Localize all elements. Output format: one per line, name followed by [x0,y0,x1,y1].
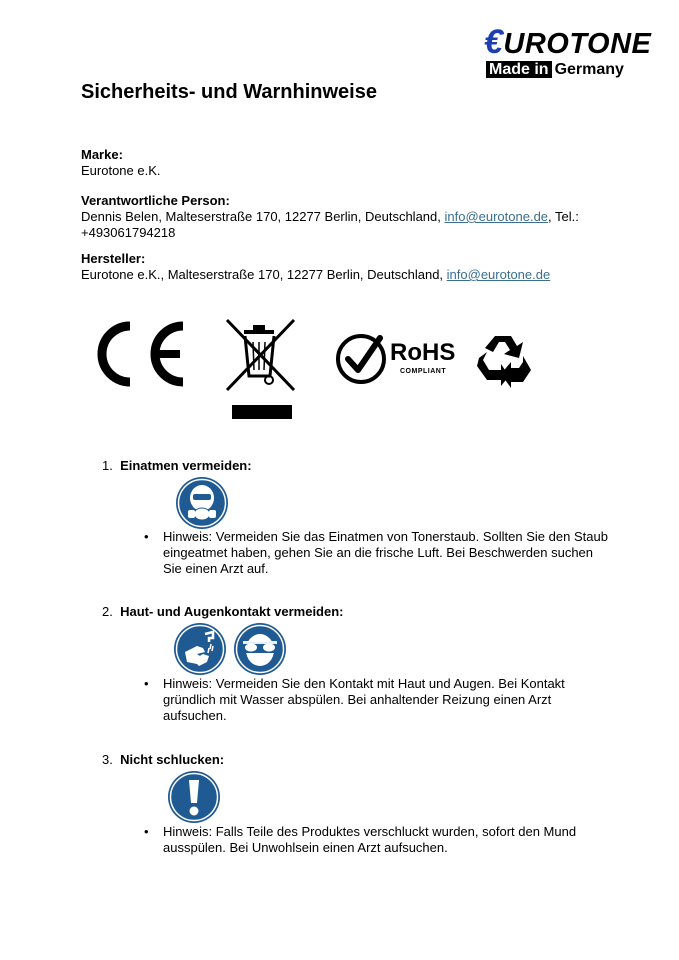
item-2-note [163,676,565,724]
manufacturer-address: Eurotone e.K., Malteserstraße 170, 12277 Berlin, Deutschland, [81,267,447,282]
responsible-phone: +493061794218 [81,225,176,240]
manufacturer-email-link[interactable]: info@eurotone.de [446,267,551,282]
item-title: Einatmen vermeiden: [120,458,252,473]
manufacturer-label: Hersteller: [81,251,146,266]
item-3-bullet: • [144,824,149,839]
note-line: eingeatmet haben, gehen Sie an die frische Luft. Bei Beschwerden suchen [163,545,594,560]
gloves-hand-protection-icon [173,622,227,676]
item-1-bullet: • [144,529,149,544]
note-line: ausspülen. Bei Unwohlsein einen Arzt aufsuchen. [163,840,448,855]
item-2-heading [102,604,344,620]
item-number: 1. [102,458,113,473]
rohs-compliant-label: COMPLIANT [400,368,447,375]
euro-logo-glyph: € [484,23,504,61]
marke-value: Eurotone e.K. [81,163,161,178]
note-line: gründlich mit Wasser abspülen. Bei anhaltender Reizung einen Arzt [163,692,552,707]
item-3-heading [102,752,224,768]
item-2-bullet: • [144,676,149,691]
item-number: 2. [102,604,113,619]
ce-mark-icon [90,318,190,390]
page-title: Sicherheits- und Warnhinweise [81,81,377,103]
brand-logo [484,23,652,61]
rohs-compliant-badge [334,332,460,388]
responsible-person-section [81,193,601,241]
item-title: Haut- und Augenkontakt vermeiden: [120,604,344,619]
rohs-check-icon [334,332,388,386]
note-line: aufsuchen. [163,708,227,723]
note-line: Hinweis: Vermeiden Sie den Kontakt mit Haut und Augen. Bei Kontakt [163,676,565,691]
item-1-note [163,529,608,577]
marke-label: Marke: [81,147,123,162]
responsible-email-link[interactable]: info@eurotone.de [444,209,549,224]
rohs-label: RoHS [390,339,456,366]
marke-section [81,147,161,179]
responsible-person-address: Dennis Belen, Malteserstraße 170, 12277 Berlin, Deutschland, [81,209,445,224]
tel-label: , Tel.: [548,209,579,224]
item-1-heading [102,458,252,474]
exclamation-mandatory-icon [167,770,221,824]
country-label: Germany [554,61,624,78]
made-in-label: Made in [486,61,552,78]
note-line: Hinweis: Falls Teile des Produktes verschluckt wurden, sofort den Mund [163,824,577,839]
item-3-note [163,824,576,856]
brand-name: UROTONE [503,28,652,60]
note-line: Hinweis: Vermeiden Sie das Einatmen von Tonerstaub. Sollten Sie den Staub [163,529,608,544]
responsible-person-label: Verantwortliche Person: [81,193,230,208]
item-number: 3. [102,752,113,767]
note-line: Sie einen Arzt auf. [163,561,269,576]
item-title: Nicht schlucken: [120,752,225,767]
eye-protection-goggles-icon [233,622,287,676]
weee-crossed-bin-icon [222,316,302,422]
made-in-germany-tag [486,60,624,79]
recycling-icon [473,332,533,390]
manufacturer-section [81,251,601,283]
respirator-mask-icon [175,476,229,530]
